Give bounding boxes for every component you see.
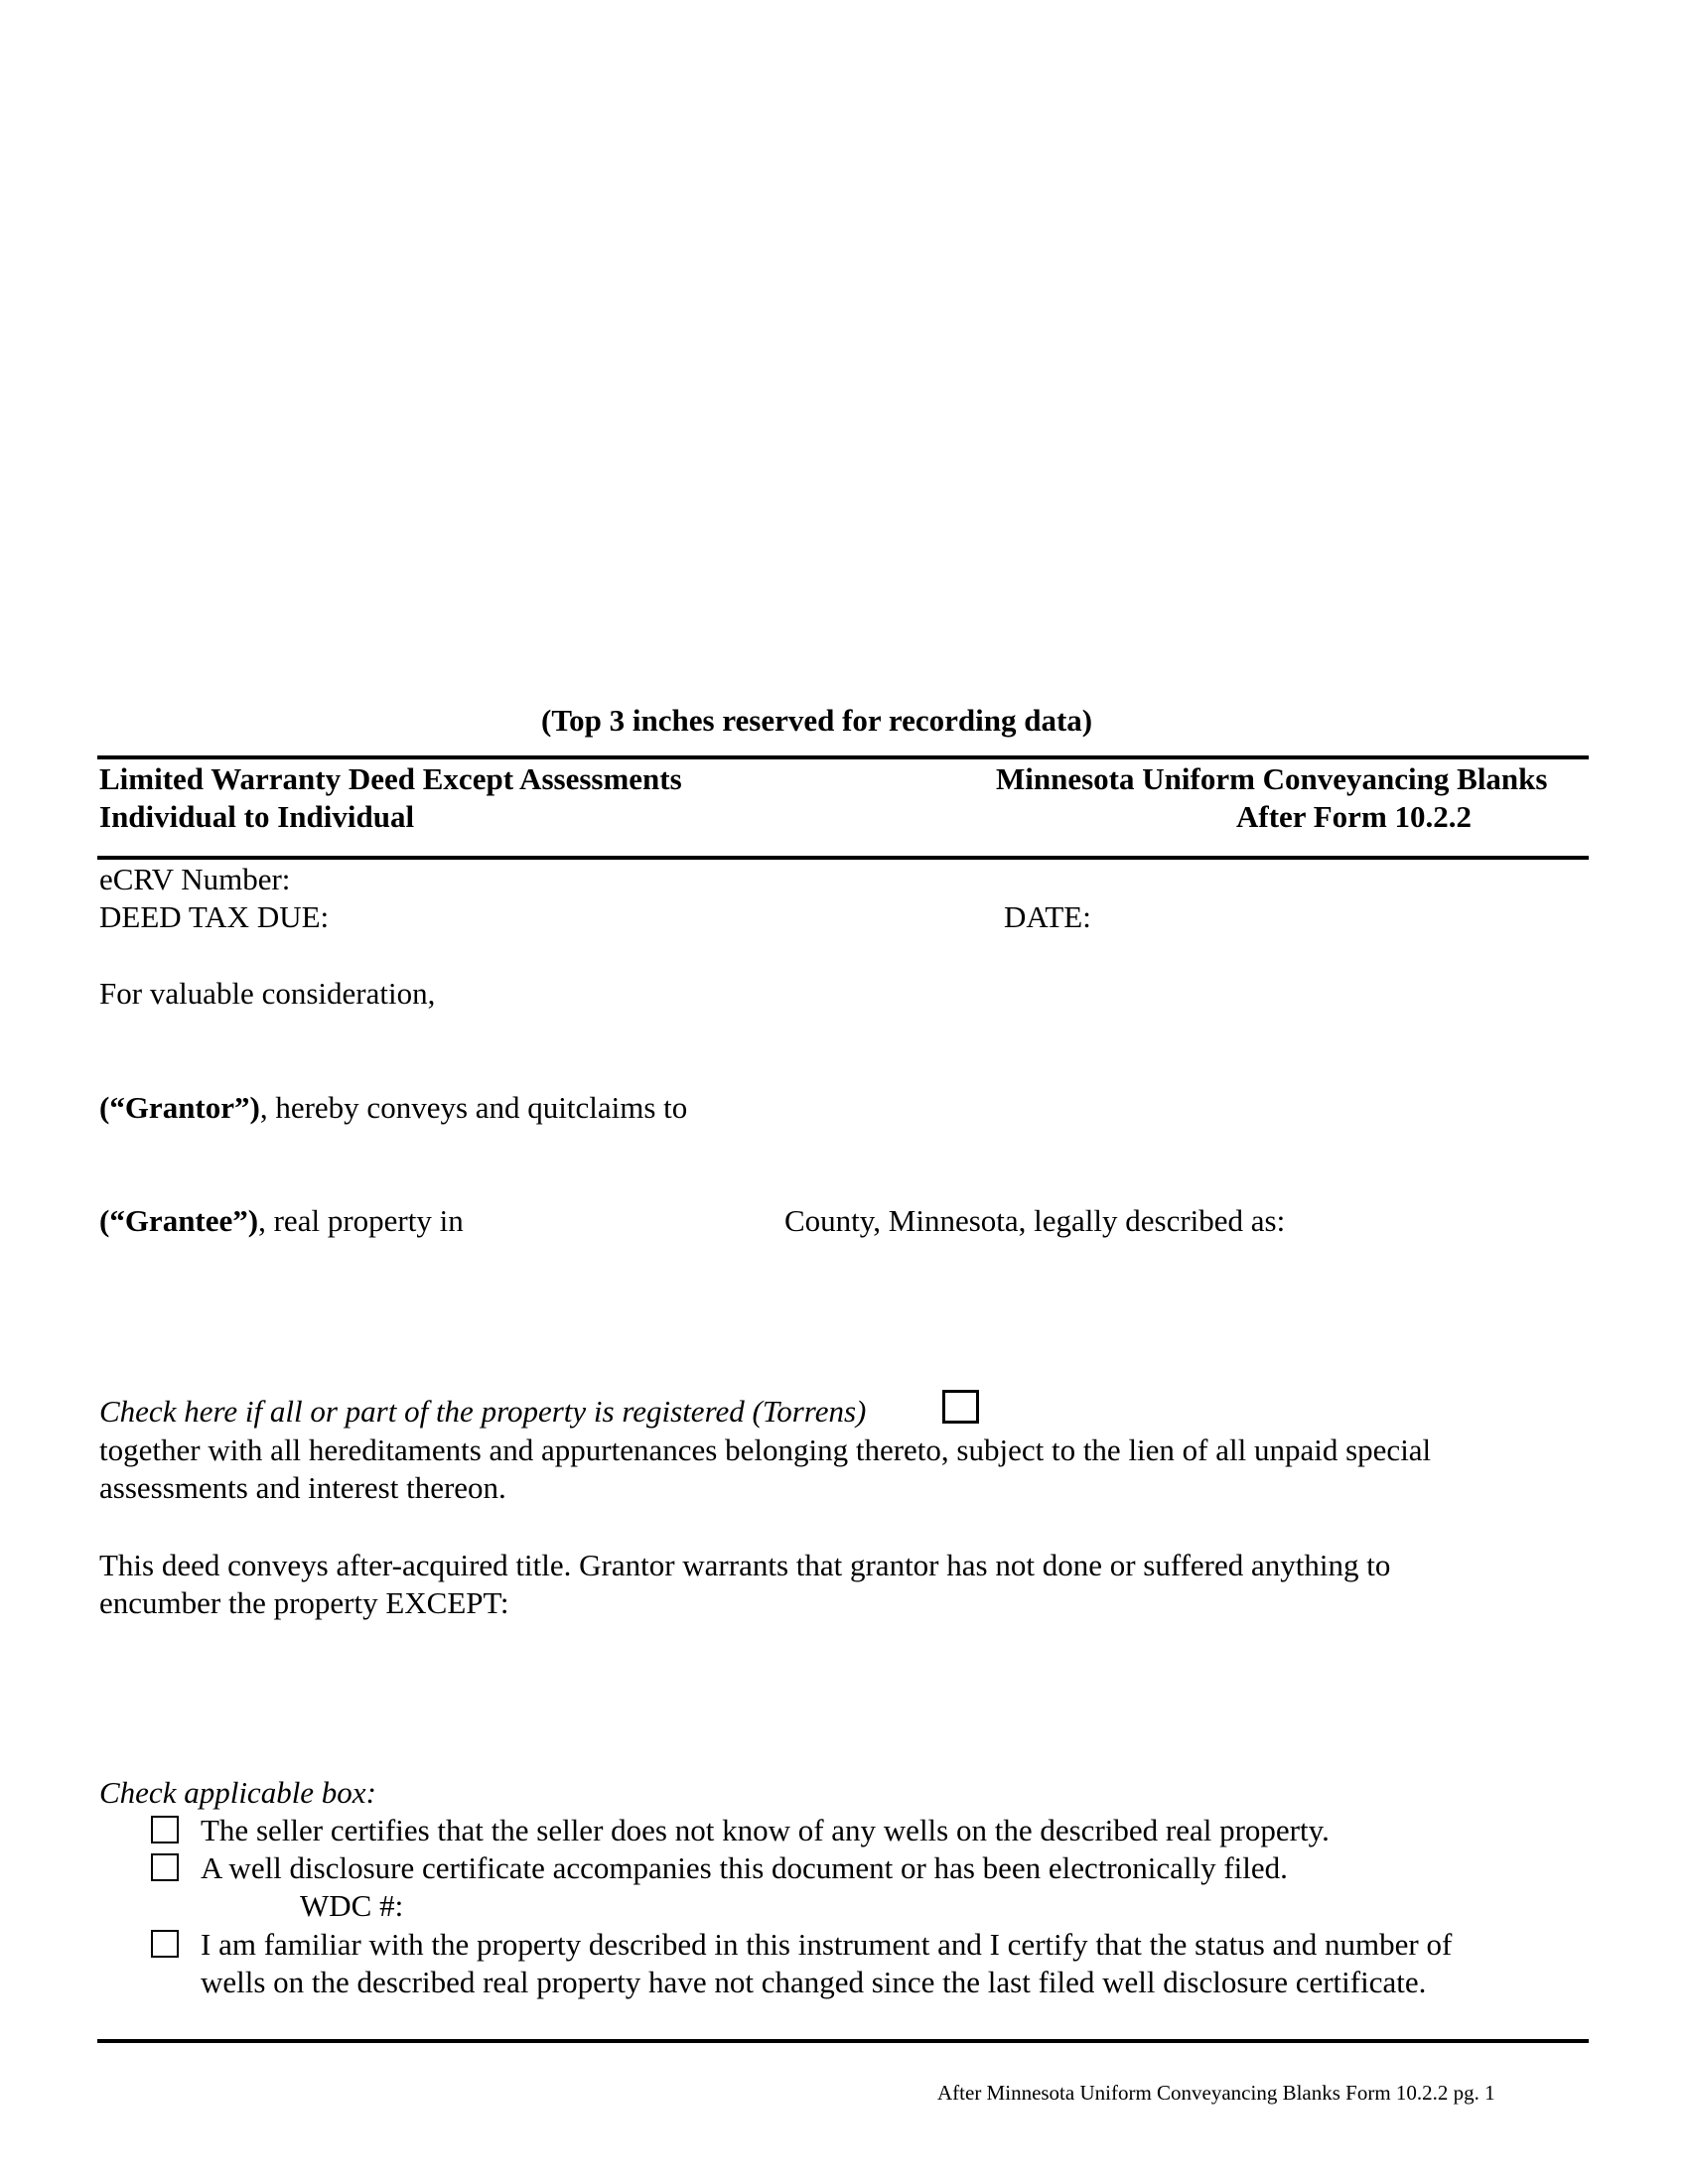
well-status-unchanged-checkbox[interactable] — [151, 1930, 179, 1958]
grantee-text: , real property in — [258, 1203, 464, 1238]
county-text: County, Minnesota, legally described as: — [784, 1203, 1286, 1238]
after-acquired-line-2: encumber the property EXCEPT: — [99, 1585, 509, 1620]
well-status-line-1: I am familiar with the property described in this instrument and I certify that the status and number of — [201, 1927, 1453, 1962]
deed-tax-due-label: DEED TAX DUE: — [99, 899, 330, 934]
grantor-label: (“Grantor”) — [99, 1090, 260, 1125]
form-number: After Form 10.2.2 — [1236, 799, 1473, 834]
footer-text: After Minnesota Uniform Conveyancing Blanks Form 10.2.2 pg. 1 — [937, 2081, 1495, 2105]
ecrv-number-label: eCRV Number: — [99, 862, 291, 896]
form-source: Minnesota Uniform Conveyancing Blanks — [996, 761, 1548, 796]
date-label: DATE: — [1004, 899, 1091, 934]
torrens-checkbox[interactable] — [942, 1390, 979, 1424]
recording-note: (Top 3 inches reserved for recording data) — [541, 703, 1093, 738]
grantor-line — [99, 1088, 687, 1127]
header-bottom-rule — [97, 856, 1589, 860]
well-status-line-2: wells on the described real property have not changed since the last filed well disclosure certificate. — [201, 1965, 1427, 1999]
hereditaments-line-2: assessments and interest thereon. — [99, 1470, 506, 1505]
footer-rule — [97, 2039, 1589, 2043]
hereditaments-line-1: together with all hereditaments and appurtenances belonging thereto, subject to the lien of all unpaid special — [99, 1433, 1432, 1467]
no-wells-checkbox[interactable] — [151, 1816, 179, 1843]
no-wells-text: The seller certifies that the seller does not know of any wells on the described real property. — [201, 1813, 1330, 1847]
torrens-text: Check here if all or part of the property is registered (Torrens) — [99, 1394, 867, 1429]
well-certificate-text: A well disclosure certificate accompanies this document or has been electronically filed. — [201, 1850, 1288, 1885]
form-title: Limited Warranty Deed Except Assessments — [99, 761, 682, 796]
form-subtitle: Individual to Individual — [99, 799, 415, 834]
after-acquired-line-1: This deed conveys after-acquired title. Grantor warrants that grantor has not done or suffered anything to — [99, 1548, 1391, 1582]
well-certificate-checkbox[interactable] — [151, 1853, 179, 1881]
wells-heading: Check applicable box: — [99, 1775, 376, 1810]
grantee-label: (“Grantee”) — [99, 1203, 259, 1238]
grantee-line — [99, 1201, 464, 1240]
grantor-text: , hereby conveys and quitclaims to — [259, 1090, 688, 1125]
consideration-text: For valuable consideration, — [99, 976, 436, 1011]
wdc-number-label: WDC #: — [300, 1888, 404, 1923]
